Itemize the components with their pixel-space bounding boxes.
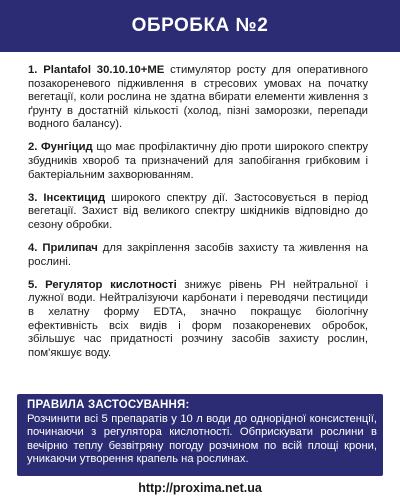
usage-rules-title: ПРАВИЛА ЗАСТОСУВАННЯ: <box>27 399 190 411</box>
item-description: що має профілактичну дію проти широкого спектру збудників хвороб та призначений для запобігання грибковим і бактеріальним захворюванням. <box>28 141 368 181</box>
header-banner <box>0 0 400 52</box>
list-item-fungicide <box>28 141 368 182</box>
page-title: ОБРОБКА №2 <box>131 15 269 36</box>
list-item-plantafol <box>28 64 368 132</box>
item-name: 3. Інсектицид <box>28 191 106 204</box>
item-name: 5. Регулятор кислотності <box>28 278 177 291</box>
item-description: стимулятор росту для оперативного позакореневого підживлення в стресових умовах на початку вегетації, коли рослина не здатна вбирати елементи живлення з ґрунту в достатній кількості (холод, пізні заморозки, перепади водного балансу). <box>28 64 369 131</box>
product-list <box>28 64 368 370</box>
website-link[interactable]: http://proxima.net.ua <box>138 481 262 495</box>
item-name: 1. Plantafol 30.10.10+ME <box>28 64 165 76</box>
usage-rules-box <box>17 394 383 476</box>
list-item-adhesive <box>28 242 368 269</box>
list-item-insecticide <box>28 192 368 233</box>
list-item-acidity-regulator <box>28 279 368 361</box>
item-name: 2. Фунгіцид <box>28 141 93 154</box>
item-description: знижує рівень РН нейтральної і лужної води. Нейтралізуючи карбонати і переводячи пестициди в хелатну форму EDTA, значно покращує біологічну ефективність всіх видів і форм позакореневих обробок, збільшує час придатності розчину засобів захисту рослин, пом'якшує воду. <box>28 278 368 359</box>
usage-rules-text: Розчинити всі 5 препаратів у 10 л води до однорідної консистенції, починаючи з регулятора кислотності. Обприскувати рослини в вечірню теплу безвітряну погоду розчином по всій площі крони, уникаючи утворення крапель на рослинах. <box>27 413 377 466</box>
item-name: 4. Прилипач <box>28 242 98 255</box>
item-description: для закріплення засобів захисту та живлення на рослині. <box>28 242 368 268</box>
item-description: широкого спектру дії. Застосовується в період вегетації. Захист від великого спектру шкідників відповідно до сезону обробки. <box>28 191 368 231</box>
